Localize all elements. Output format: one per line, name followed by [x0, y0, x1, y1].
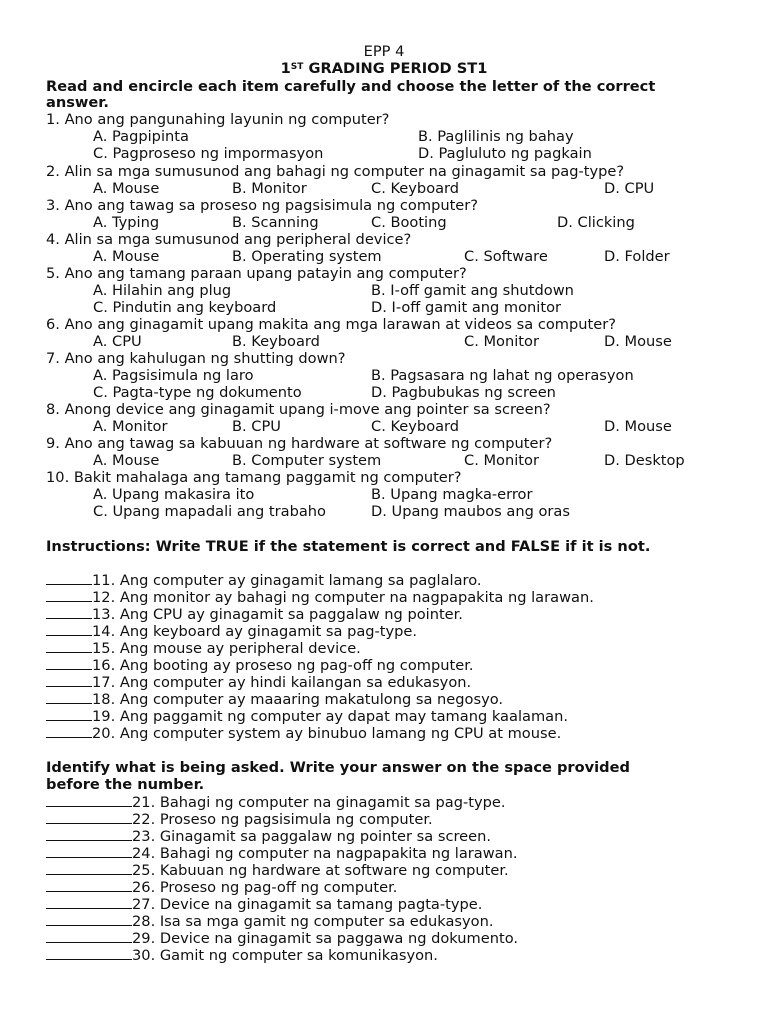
question-3-option-d[interactable]: D. Clicking [557, 214, 635, 231]
question-1-option-b[interactable]: B. Paglilinis ng bahay [418, 128, 574, 145]
question-6-option-b[interactable]: B. Keyboard [232, 333, 320, 350]
period-number: 1 [280, 60, 291, 77]
question-5-option-c[interactable]: C. Pindutin ang keyboard [93, 299, 277, 316]
question-10: 10. Bakit mahalaga ang tamang paggamit ng computer? [46, 469, 462, 486]
question-10-option-c[interactable]: C. Upang mapadali ang trabaho [93, 503, 326, 520]
question-8-option-a[interactable]: A. Monitor [93, 418, 168, 435]
question-7: 7. Ano ang kahulugan ng shutting down? [46, 350, 346, 367]
question-4-option-d[interactable]: D. Folder [604, 248, 670, 265]
answer-blank[interactable] [46, 724, 92, 738]
question-2-option-c[interactable]: C. Keyboard [371, 180, 460, 197]
item-text: 24. Bahagi ng computer na nagpapakita ng larawan. [132, 845, 518, 862]
question-1-option-a[interactable]: A. Pagpipinta [93, 128, 189, 145]
item-text: 27. Device na ginagamit sa tamang pagta-type. [132, 896, 483, 913]
answer-blank[interactable] [46, 707, 92, 721]
statement-text: 19. Ang paggamit ng computer ay dapat may tamang kaalaman. [92, 708, 568, 725]
true-false-item [46, 724, 561, 742]
identification-item [46, 827, 491, 845]
identification-item [46, 861, 509, 879]
statement-text: 20. Ang computer system ay binubuo lamang ng CPU at mouse. [92, 725, 562, 742]
question-6-option-c[interactable]: C. Monitor [464, 333, 539, 350]
statement-text: 16. Ang booting ay proseso ng pag-off ng computer. [92, 657, 474, 674]
question-3: 3. Ano ang tawag sa proseso ng pagsisimula ng computer? [46, 197, 479, 214]
answer-blank[interactable] [46, 639, 92, 653]
question-8-option-b[interactable]: B. CPU [232, 418, 281, 435]
answer-blank[interactable] [46, 622, 92, 636]
question-9-option-d[interactable]: D. Desktop [604, 452, 685, 469]
question-5-option-b[interactable]: B. I-off gamit ang shutdown [371, 282, 574, 299]
item-text: 28. Isa sa mga gamit ng computer sa edukasyon. [132, 913, 494, 930]
part2-instruction: Instructions: Write TRUE if the statement is correct and FALSE if it is not. [46, 538, 651, 555]
question-2-option-d[interactable]: D. CPU [604, 180, 655, 197]
answer-blank[interactable] [46, 673, 92, 687]
question-5-option-a[interactable]: A. Hilahin ang plug [93, 282, 232, 299]
identification-item [46, 895, 482, 913]
question-10-option-d[interactable]: D. Upang maubos ang oras [371, 503, 570, 520]
question-2-option-a[interactable]: A. Mouse [93, 180, 160, 197]
question-8-option-d[interactable]: D. Mouse [604, 418, 672, 435]
answer-blank[interactable] [46, 588, 92, 602]
question-3-option-a[interactable]: A. Typing [93, 214, 160, 231]
question-9-option-b[interactable]: B. Computer system [232, 452, 382, 469]
period-title [0, 60, 768, 77]
question-4-option-b[interactable]: B. Operating system [232, 248, 382, 265]
answer-blank[interactable] [46, 793, 132, 807]
period-superscript: ST [290, 62, 304, 72]
item-text: 21. Bahagi ng computer na ginagamit sa pag-type. [132, 794, 506, 811]
true-false-item [46, 622, 417, 640]
statement-text: 14. Ang keyboard ay ginagamit sa pag-type. [92, 623, 418, 640]
answer-blank[interactable] [46, 844, 132, 858]
question-2: 2. Alin sa mga sumusunod ang bahagi ng computer na ginagamit sa pag-type? [46, 163, 625, 180]
statement-text: 11. Ang computer ay ginagamit lamang sa paglalaro. [92, 572, 482, 589]
question-8: 8. Anong device ang ginagamit upang i-move ang pointer sa screen? [46, 401, 551, 418]
question-4-option-a[interactable]: A. Mouse [93, 248, 160, 265]
item-text: 29. Device na ginagamit sa paggawa ng dokumento. [132, 930, 519, 947]
question-9: 9. Ano ang tawag sa kabuuan ng hardware at software ng computer? [46, 435, 553, 452]
question-9-option-c[interactable]: C. Monitor [464, 452, 539, 469]
question-9-option-a[interactable]: A. Mouse [93, 452, 160, 469]
part3-instruction-cont: before the number. [46, 776, 205, 793]
question-10-option-b[interactable]: B. Upang magka-error [371, 486, 533, 503]
answer-blank[interactable] [46, 929, 132, 943]
part3-instruction: Identify what is being asked. Write your answer on the space provided [46, 759, 630, 776]
answer-blank[interactable] [46, 690, 92, 704]
question-5-option-d[interactable]: D. I-off gamit ang monitor [371, 299, 562, 316]
subject-title: EPP 4 [363, 43, 405, 60]
true-false-item [46, 571, 482, 589]
answer-blank[interactable] [46, 571, 92, 585]
item-text: 30. Gamit ng computer sa komunikasyon. [132, 947, 438, 964]
question-1: 1. Ano ang pangunahing layunin ng computer? [46, 111, 390, 128]
question-8-option-c[interactable]: C. Keyboard [371, 418, 460, 435]
part1-instruction-cont: answer. [46, 94, 109, 111]
answer-blank[interactable] [46, 946, 132, 960]
answer-blank[interactable] [46, 605, 92, 619]
question-7-option-b[interactable]: B. Pagsasara ng lahat ng operasyon [371, 367, 634, 384]
identification-item [46, 844, 518, 862]
true-false-item [46, 639, 361, 657]
statement-text: 12. Ang monitor ay bahagi ng computer na nagpapakita ng larawan. [92, 589, 594, 606]
true-false-item [46, 605, 463, 623]
statement-text: 18. Ang computer ay maaaring makatulong sa negosyo. [92, 691, 504, 708]
answer-blank[interactable] [46, 878, 132, 892]
identification-item [46, 929, 518, 947]
answer-blank[interactable] [46, 861, 132, 875]
question-6-option-a[interactable]: A. CPU [93, 333, 142, 350]
answer-blank[interactable] [46, 656, 92, 670]
identification-item [46, 912, 493, 930]
period-text: GRADING PERIOD ST1 [308, 60, 488, 77]
question-3-option-b[interactable]: B. Scanning [232, 214, 319, 231]
question-2-option-b[interactable]: B. Monitor [232, 180, 307, 197]
item-text: 25. Kabuuan ng hardware at software ng computer. [132, 862, 509, 879]
question-3-option-c[interactable]: C. Booting [371, 214, 447, 231]
identification-item [46, 793, 505, 811]
question-7-option-d[interactable]: D. Pagbubukas ng screen [371, 384, 556, 401]
true-false-item [46, 656, 474, 674]
question-6: 6. Ano ang ginagamit upang makita ang mga larawan at videos sa computer? [46, 316, 616, 333]
true-false-item [46, 707, 568, 725]
item-text: 23. Ginagamit sa paggalaw ng pointer sa screen. [132, 828, 492, 845]
question-5: 5. Ano ang tamang paraan upang patayin ang computer? [46, 265, 467, 282]
question-6-option-d[interactable]: D. Mouse [604, 333, 672, 350]
answer-blank[interactable] [46, 912, 132, 926]
question-1-option-c[interactable]: C. Pagproseso ng impormasyon [93, 145, 324, 162]
statement-text: 15. Ang mouse ay peripheral device. [92, 640, 361, 657]
true-false-item [46, 690, 503, 708]
question-1-option-d[interactable]: D. Pagluluto ng pagkain [418, 145, 592, 162]
answer-blank[interactable] [46, 827, 132, 841]
statement-text: 13. Ang CPU ay ginagamit sa paggalaw ng pointer. [92, 606, 463, 623]
answer-blank[interactable] [46, 810, 132, 824]
question-7-option-c[interactable]: C. Pagta-type ng dokumento [93, 384, 302, 401]
statement-text: 17. Ang computer ay hindi kailangan sa edukasyon. [92, 674, 472, 691]
part1-instruction: Read and encircle each item carefully and choose the letter of the correct [46, 78, 656, 95]
question-4: 4. Alin sa mga sumusunod ang peripheral device? [46, 231, 412, 248]
true-false-item [46, 588, 594, 606]
question-4-option-c[interactable]: C. Software [464, 248, 548, 265]
answer-blank[interactable] [46, 895, 132, 909]
identification-item [46, 878, 397, 896]
identification-item [46, 810, 433, 828]
identification-item [46, 946, 438, 964]
question-7-option-a[interactable]: A. Pagsisimula ng laro [93, 367, 254, 384]
true-false-item [46, 673, 471, 691]
question-10-option-a[interactable]: A. Upang makasira ito [93, 486, 255, 503]
item-text: 22. Proseso ng pagsisimula ng computer. [132, 811, 433, 828]
item-text: 26. Proseso ng pag-off ng computer. [132, 879, 398, 896]
